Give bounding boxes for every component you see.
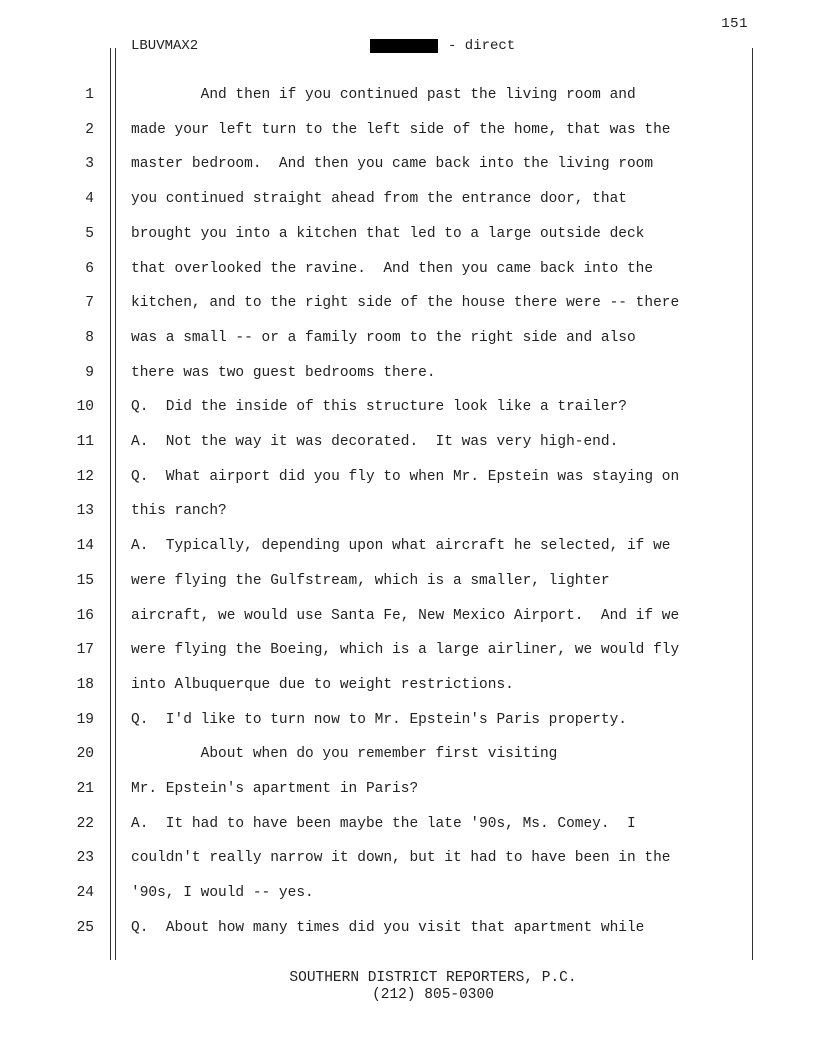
line-number: 8	[85, 329, 94, 346]
line-number: 1	[85, 87, 94, 103]
transcript-line	[0, 286, 816, 321]
line-number: 20	[76, 746, 94, 763]
line-text: into Albuquerque due to weight restrictions.	[131, 676, 514, 693]
transcript-line	[0, 529, 816, 564]
line-text: Q. About how many times did you visit that apartment while	[131, 919, 645, 936]
footer	[0, 970, 816, 1004]
line-text: this ranch?	[131, 503, 227, 520]
page-number: 151	[721, 16, 748, 32]
redaction-bar	[370, 39, 438, 53]
line-text: kitchen, and to the right side of the house there were -- there	[131, 295, 680, 312]
line-text: And then if you continued past the living room and	[131, 87, 636, 103]
line-number: 6	[85, 260, 94, 277]
line-text: made your left turn to the left side of the home, that was the	[131, 121, 671, 138]
header-case-code: LBUVMAX2	[131, 38, 199, 54]
transcript-line	[0, 772, 816, 807]
line-number: 19	[76, 711, 94, 728]
line-text: that overlooked the ravine. And then you came back into the	[131, 260, 654, 277]
transcript-line	[0, 876, 816, 911]
line-text: Q. I'd like to turn now to Mr. Epstein's Paris property.	[131, 711, 627, 728]
transcript-line	[0, 911, 816, 946]
footer-phone: (212) 805-0300	[372, 987, 494, 1003]
transcript-line	[0, 841, 816, 876]
transcript-line	[0, 217, 816, 252]
transcript-line	[0, 599, 816, 634]
line-number: 11	[76, 434, 94, 450]
line-number: 13	[76, 503, 94, 520]
line-number: 7	[85, 295, 94, 312]
line-number: 3	[85, 156, 94, 173]
transcript-line	[0, 737, 816, 772]
line-text: was a small -- or a family room to the right side and also	[131, 329, 636, 346]
line-text: About when do you remember first visiting	[131, 746, 558, 763]
transcript-line	[0, 147, 816, 182]
line-text: master bedroom. And then you came back into the living room	[131, 156, 654, 173]
line-number: 5	[85, 225, 94, 242]
line-text: there was two guest bedrooms there.	[131, 364, 436, 381]
transcript-line	[0, 633, 816, 668]
line-number: 2	[85, 121, 94, 138]
line-number: 22	[76, 815, 94, 832]
line-text: Q. What airport did you fly to when Mr. Epstein was staying on	[131, 468, 680, 485]
header-witness	[370, 38, 515, 54]
transcript-line	[0, 807, 816, 842]
transcript-line	[0, 182, 816, 217]
footer-reporter-name: SOUTHERN DISTRICT REPORTERS, P.C.	[289, 970, 577, 986]
transcript-line	[0, 668, 816, 703]
transcript-line	[0, 703, 816, 738]
line-text: A. Typically, depending upon what aircraft he selected, if we	[131, 538, 671, 555]
transcript-line	[0, 252, 816, 287]
line-text: were flying the Boeing, which is a large airliner, we would fly	[131, 642, 680, 659]
line-text: couldn't really narrow it down, but it had to have been in the	[131, 850, 671, 867]
transcript-line	[0, 425, 816, 460]
line-number: 9	[85, 364, 94, 381]
line-number: 25	[76, 919, 94, 936]
line-text: A. Not the way it was decorated. It was very high-end.	[131, 434, 619, 450]
line-number: 24	[76, 885, 94, 902]
transcript-line	[0, 356, 816, 391]
line-text: Q. Did the inside of this structure look like a trailer?	[131, 399, 627, 416]
line-number: 16	[76, 607, 94, 624]
line-number: 10	[76, 399, 94, 416]
header-witness-suffix: - direct	[448, 38, 516, 54]
transcript-line	[0, 113, 816, 148]
line-number: 18	[76, 676, 94, 693]
line-text: A. It had to have been maybe the late '90s, Ms. Comey. I	[131, 815, 636, 832]
line-number: 14	[76, 538, 94, 555]
line-number: 17	[76, 642, 94, 659]
transcript-line	[0, 494, 816, 529]
line-number: 4	[85, 191, 94, 208]
line-text: aircraft, we would use Santa Fe, New Mexico Airport. And if we	[131, 607, 680, 624]
line-text: brought you into a kitchen that led to a large outside deck	[131, 225, 645, 242]
line-number: 15	[76, 572, 94, 589]
line-number: 23	[76, 850, 94, 867]
transcript-line	[0, 564, 816, 599]
transcript-line	[0, 321, 816, 356]
transcript-line	[0, 390, 816, 425]
line-text: you continued straight ahead from the entrance door, that	[131, 191, 627, 208]
line-number: 21	[76, 781, 94, 797]
transcript-line	[0, 78, 816, 113]
line-text: '90s, I would -- yes.	[131, 885, 314, 902]
line-number: 12	[76, 468, 94, 485]
line-text: were flying the Gulfstream, which is a smaller, lighter	[131, 572, 610, 589]
transcript-line	[0, 460, 816, 495]
line-text: Mr. Epstein's apartment in Paris?	[131, 781, 419, 797]
